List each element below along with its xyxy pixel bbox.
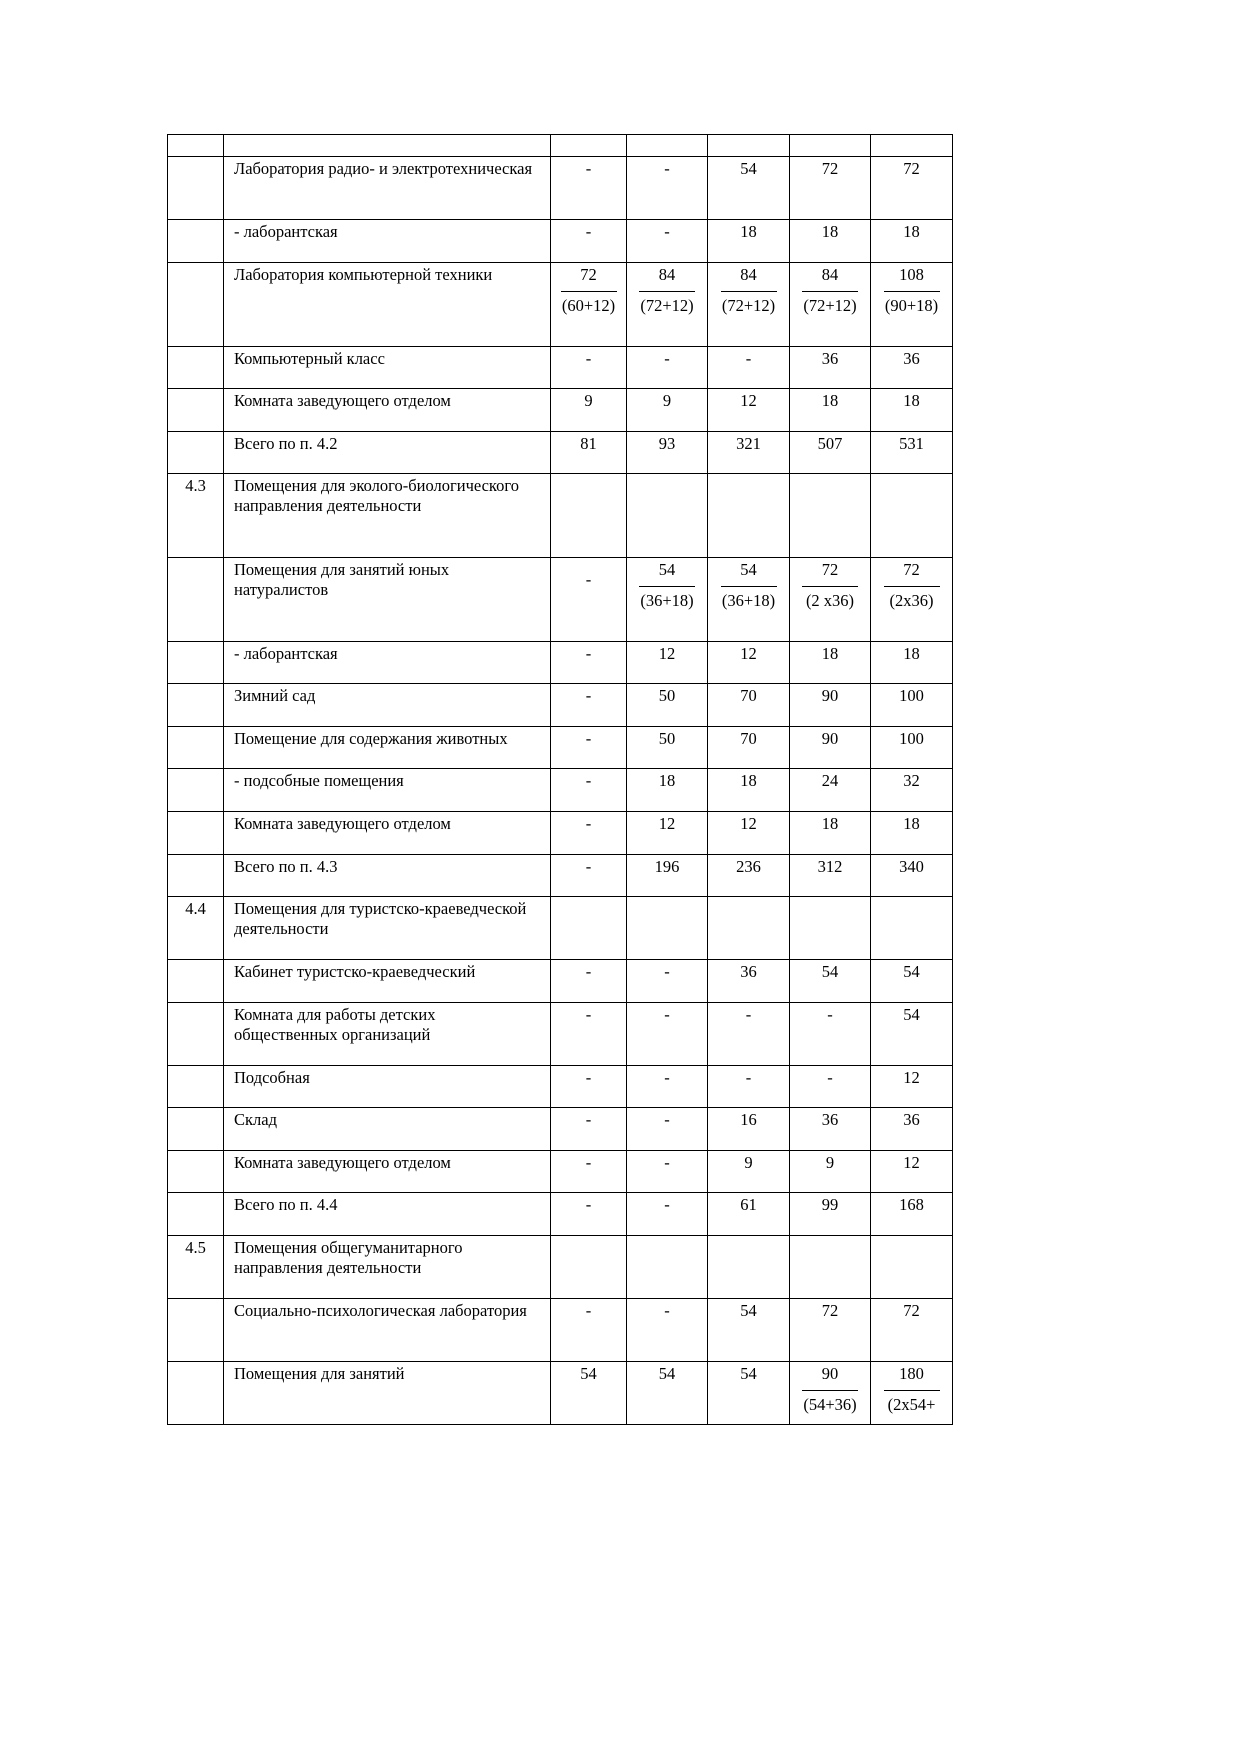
section-number-cell xyxy=(168,347,224,389)
area-breakdown xyxy=(871,265,952,316)
room-name-cell: Компьютерный класс xyxy=(224,347,551,389)
area-total: 180 xyxy=(899,1364,924,1383)
fraction-divider xyxy=(721,291,777,292)
table-row xyxy=(168,263,953,347)
table-row xyxy=(168,769,953,812)
fraction-divider xyxy=(561,291,617,292)
area-breakdown xyxy=(708,560,789,611)
section-number-cell xyxy=(168,812,224,855)
area-total: 54 xyxy=(740,560,757,579)
table-row xyxy=(168,157,953,220)
area-value-cell: 54 xyxy=(551,1362,627,1425)
table-row xyxy=(168,347,953,389)
area-value-cell: 12 xyxy=(627,642,708,684)
table-row xyxy=(168,897,953,960)
table-row xyxy=(168,642,953,684)
area-value-cell: - xyxy=(551,855,627,897)
area-value-cell: 81 xyxy=(551,432,627,474)
table-row xyxy=(168,220,953,263)
section-number-cell xyxy=(168,855,224,897)
table-row xyxy=(168,432,953,474)
section-number-cell xyxy=(168,263,224,347)
area-value-cell: 54 xyxy=(790,960,871,1003)
room-name-cell xyxy=(224,135,551,157)
area-value-cell: 18 xyxy=(871,812,953,855)
area-value-cell: 72 xyxy=(871,1299,953,1362)
area-value-cell: - xyxy=(551,960,627,1003)
area-value-cell: - xyxy=(551,1193,627,1236)
area-value-cell: 24 xyxy=(790,769,871,812)
area-components: (54+36) xyxy=(803,1395,857,1414)
area-value-cell: 312 xyxy=(790,855,871,897)
room-name-cell: Лаборатория компьютерной техники xyxy=(224,263,551,347)
area-value-cell: - xyxy=(708,1066,790,1108)
area-total: 72 xyxy=(903,560,920,579)
area-value-cell: 12 xyxy=(871,1151,953,1193)
area-components: (60+12) xyxy=(561,296,616,315)
room-name-cell: - лаборантская xyxy=(224,220,551,263)
area-value-cell: - xyxy=(551,812,627,855)
area-value-cell: 18 xyxy=(627,769,708,812)
section-number-cell xyxy=(168,558,224,642)
area-value-cell xyxy=(708,135,790,157)
area-value-cell: 18 xyxy=(871,220,953,263)
fraction-divider xyxy=(884,291,940,292)
area-value-cell xyxy=(708,897,790,960)
area-value-cell xyxy=(708,558,790,642)
fraction-divider xyxy=(639,291,695,292)
area-value-cell: - xyxy=(627,1193,708,1236)
area-value-cell xyxy=(708,263,790,347)
area-value-cell xyxy=(627,474,708,558)
area-components: (2x54+ xyxy=(887,1395,936,1414)
section-number-cell xyxy=(168,432,224,474)
room-name-cell: Комната заведующего отделом xyxy=(224,1151,551,1193)
area-value-cell: 531 xyxy=(871,432,953,474)
table-row xyxy=(168,135,953,157)
area-value-cell: - xyxy=(551,157,627,220)
table-row xyxy=(168,1003,953,1066)
area-value-cell: 18 xyxy=(708,769,790,812)
area-value-cell: - xyxy=(627,220,708,263)
area-components: (36+18) xyxy=(721,591,776,610)
area-value-cell: 18 xyxy=(871,389,953,432)
area-value-cell: 507 xyxy=(790,432,871,474)
area-value-cell: 50 xyxy=(627,727,708,769)
area-total: 84 xyxy=(821,265,839,284)
room-name-cell: Помещение для содержания животных xyxy=(224,727,551,769)
room-name-cell: Склад xyxy=(224,1108,551,1151)
area-value: - xyxy=(585,570,592,589)
section-number-cell xyxy=(168,1193,224,1236)
area-value-cell: 18 xyxy=(708,220,790,263)
room-name-cell: Помещения для туристско-краеведческой деятельности xyxy=(224,897,551,960)
room-name-cell: Подсобная xyxy=(224,1066,551,1108)
area-value-cell: - xyxy=(551,1151,627,1193)
area-value-cell: 236 xyxy=(708,855,790,897)
area-value-cell xyxy=(551,1236,627,1299)
area-value-cell: 61 xyxy=(708,1193,790,1236)
area-value-cell: 54 xyxy=(871,1003,953,1066)
area-total: 72 xyxy=(580,265,597,284)
section-number-cell xyxy=(168,135,224,157)
room-name-cell: Помещения для занятий юных натуралистов xyxy=(224,558,551,642)
fraction-divider xyxy=(721,586,777,587)
fraction-divider xyxy=(802,586,858,587)
area-value-cell: 36 xyxy=(790,347,871,389)
area-value-cell: 12 xyxy=(708,389,790,432)
area-value-cell: 9 xyxy=(551,389,627,432)
room-name-cell: Всего по п. 4.2 xyxy=(224,432,551,474)
room-area-table xyxy=(167,134,953,1425)
area-value-cell: 70 xyxy=(708,727,790,769)
area-value-cell xyxy=(551,897,627,960)
area-value-cell: 72 xyxy=(871,157,953,220)
area-value-cell: 9 xyxy=(790,1151,871,1193)
area-value-cell: 72 xyxy=(790,157,871,220)
area-total: 54 xyxy=(658,560,676,579)
area-value-cell: 54 xyxy=(627,1362,708,1425)
section-number-cell xyxy=(168,389,224,432)
area-total: 90 xyxy=(821,1364,839,1383)
room-name-cell: Комната заведующего отделом xyxy=(224,389,551,432)
area-value-cell: 9 xyxy=(627,389,708,432)
area-value-cell: 12 xyxy=(627,812,708,855)
fraction-divider xyxy=(639,586,695,587)
section-number-cell: 4.3 xyxy=(168,474,224,558)
area-value-cell: - xyxy=(627,960,708,1003)
area-value-cell: - xyxy=(551,347,627,389)
area-value-cell: 99 xyxy=(790,1193,871,1236)
room-name-cell: Комната заведующего отделом xyxy=(224,812,551,855)
area-value-cell xyxy=(871,263,953,347)
area-value-cell xyxy=(790,135,871,157)
area-value-cell xyxy=(708,474,790,558)
area-value-cell: 340 xyxy=(871,855,953,897)
room-name-cell: Всего по п. 4.4 xyxy=(224,1193,551,1236)
area-value-cell: - xyxy=(551,727,627,769)
area-components: (72+12) xyxy=(803,296,857,315)
area-value-cell: 50 xyxy=(627,684,708,727)
area-value-cell: - xyxy=(551,1003,627,1066)
area-value-cell: - xyxy=(708,1003,790,1066)
area-total: 72 xyxy=(821,560,839,579)
section-number-cell xyxy=(168,960,224,1003)
area-value-cell xyxy=(790,558,871,642)
table-body xyxy=(168,135,953,1425)
area-value-cell xyxy=(871,135,953,157)
area-value-cell: 54 xyxy=(708,1362,790,1425)
room-name-cell: Помещения общегуманитарного направления деятельности xyxy=(224,1236,551,1299)
area-total: 84 xyxy=(740,265,757,284)
table-row xyxy=(168,812,953,855)
section-number-cell xyxy=(168,1003,224,1066)
area-value-cell: 12 xyxy=(708,642,790,684)
table-row xyxy=(168,727,953,769)
fraction-divider xyxy=(884,1390,940,1391)
area-value-cell xyxy=(627,263,708,347)
table-row xyxy=(168,1108,953,1151)
area-value-cell: 9 xyxy=(708,1151,790,1193)
area-value-cell: 72 xyxy=(790,1299,871,1362)
fraction-divider xyxy=(884,586,940,587)
area-components: (72+12) xyxy=(640,296,694,315)
area-value-cell: - xyxy=(627,1151,708,1193)
section-number-cell xyxy=(168,1362,224,1425)
area-value-cell: - xyxy=(790,1003,871,1066)
area-value-cell xyxy=(871,558,953,642)
area-value-cell: - xyxy=(627,1066,708,1108)
area-value-cell: 196 xyxy=(627,855,708,897)
room-name-cell: Кабинет туристско-краеведческий xyxy=(224,960,551,1003)
area-value-cell: - xyxy=(627,347,708,389)
area-value-cell: - xyxy=(627,1108,708,1151)
area-value-cell xyxy=(790,1362,871,1425)
section-number-cell: 4.4 xyxy=(168,897,224,960)
area-value-cell xyxy=(627,135,708,157)
area-value-cell: 90 xyxy=(790,727,871,769)
room-name-cell: Всего по п. 4.3 xyxy=(224,855,551,897)
table-row xyxy=(168,855,953,897)
table-row xyxy=(168,1193,953,1236)
area-value-cell: 54 xyxy=(708,1299,790,1362)
table-row xyxy=(168,960,953,1003)
room-name-cell: Помещения для эколого-биологического направления деятельности xyxy=(224,474,551,558)
section-number-cell xyxy=(168,220,224,263)
area-breakdown xyxy=(790,265,870,316)
table-row xyxy=(168,1151,953,1193)
area-value-cell: 12 xyxy=(708,812,790,855)
area-value-cell xyxy=(871,474,953,558)
area-value-cell: - xyxy=(790,1066,871,1108)
room-name-cell: - лаборантская xyxy=(224,642,551,684)
area-value-cell xyxy=(871,1236,953,1299)
area-value-cell: - xyxy=(708,347,790,389)
table-row xyxy=(168,684,953,727)
section-number-cell: 4.5 xyxy=(168,1236,224,1299)
area-value-cell: 18 xyxy=(790,642,871,684)
area-value-cell xyxy=(790,897,871,960)
area-value-cell: 70 xyxy=(708,684,790,727)
area-total: 84 xyxy=(658,265,676,284)
section-number-cell xyxy=(168,642,224,684)
section-number-cell xyxy=(168,1151,224,1193)
area-value-cell xyxy=(627,558,708,642)
area-value-cell xyxy=(627,897,708,960)
area-breakdown xyxy=(627,265,707,316)
area-value-cell: 12 xyxy=(871,1066,953,1108)
section-number-cell xyxy=(168,157,224,220)
area-value-cell: 36 xyxy=(790,1108,871,1151)
area-value-cell: 54 xyxy=(871,960,953,1003)
area-value-cell: - xyxy=(551,220,627,263)
area-breakdown xyxy=(871,1364,952,1415)
fraction-divider xyxy=(802,1390,858,1391)
area-value-cell: 16 xyxy=(708,1108,790,1151)
area-value-cell xyxy=(551,135,627,157)
area-value-cell: 90 xyxy=(790,684,871,727)
area-value-cell: 36 xyxy=(871,1108,953,1151)
section-number-cell xyxy=(168,1299,224,1362)
area-value-cell: - xyxy=(551,642,627,684)
area-value-cell xyxy=(551,558,627,642)
area-value-cell: - xyxy=(627,1299,708,1362)
room-name-cell: Зимний сад xyxy=(224,684,551,727)
area-value-cell: - xyxy=(551,769,627,812)
area-value-cell: - xyxy=(627,1003,708,1066)
area-value-cell: 18 xyxy=(790,389,871,432)
area-breakdown xyxy=(790,560,870,611)
area-value-cell xyxy=(871,897,953,960)
area-total: 108 xyxy=(899,265,924,284)
area-value-cell xyxy=(790,263,871,347)
fraction-divider xyxy=(802,291,858,292)
section-number-cell xyxy=(168,727,224,769)
area-components: (72+12) xyxy=(721,296,776,315)
area-value-cell: 36 xyxy=(708,960,790,1003)
area-value-cell: 321 xyxy=(708,432,790,474)
area-value-cell: 100 xyxy=(871,684,953,727)
area-value-cell: - xyxy=(627,157,708,220)
area-breakdown xyxy=(627,560,707,611)
section-number-cell xyxy=(168,1108,224,1151)
area-value-cell: 18 xyxy=(871,642,953,684)
area-value-cell: - xyxy=(551,684,627,727)
room-name-cell: Лаборатория радио- и электротехническая xyxy=(224,157,551,220)
table-row xyxy=(168,558,953,642)
area-components: (36+18) xyxy=(640,591,694,610)
table-row xyxy=(168,389,953,432)
area-breakdown xyxy=(790,1364,870,1415)
area-components: (90+18) xyxy=(884,296,939,315)
area-value-cell: 54 xyxy=(708,157,790,220)
area-value-cell xyxy=(627,1236,708,1299)
area-value-cell: 36 xyxy=(871,347,953,389)
room-name-cell: Комната для работы детских общественных организаций xyxy=(224,1003,551,1066)
area-value-cell: 32 xyxy=(871,769,953,812)
area-value-cell xyxy=(551,474,627,558)
section-number-cell xyxy=(168,769,224,812)
area-components: (2 x36) xyxy=(805,591,855,610)
area-value-cell: 18 xyxy=(790,812,871,855)
area-value-cell: - xyxy=(551,1108,627,1151)
table-row xyxy=(168,1362,953,1425)
room-name-cell: Помещения для занятий xyxy=(224,1362,551,1425)
area-value-cell: 168 xyxy=(871,1193,953,1236)
area-breakdown xyxy=(551,265,626,316)
table-row xyxy=(168,1066,953,1108)
table-row xyxy=(168,1236,953,1299)
area-value-cell xyxy=(708,1236,790,1299)
table-row xyxy=(168,474,953,558)
area-value-cell xyxy=(790,1236,871,1299)
area-value-cell xyxy=(871,1362,953,1425)
table-row xyxy=(168,1299,953,1362)
area-breakdown xyxy=(708,265,789,316)
section-number-cell xyxy=(168,684,224,727)
area-value-cell xyxy=(790,474,871,558)
area-value-cell: - xyxy=(551,1066,627,1108)
area-value-cell: 93 xyxy=(627,432,708,474)
area-value-cell: 18 xyxy=(790,220,871,263)
area-breakdown xyxy=(871,560,952,611)
area-value-cell: 100 xyxy=(871,727,953,769)
area-components: (2x36) xyxy=(889,591,934,610)
section-number-cell xyxy=(168,1066,224,1108)
room-name-cell: Социально-психологическая лаборатория xyxy=(224,1299,551,1362)
room-name-cell: - подсобные помещения xyxy=(224,769,551,812)
area-value-cell xyxy=(551,263,627,347)
area-value-cell: - xyxy=(551,1299,627,1362)
